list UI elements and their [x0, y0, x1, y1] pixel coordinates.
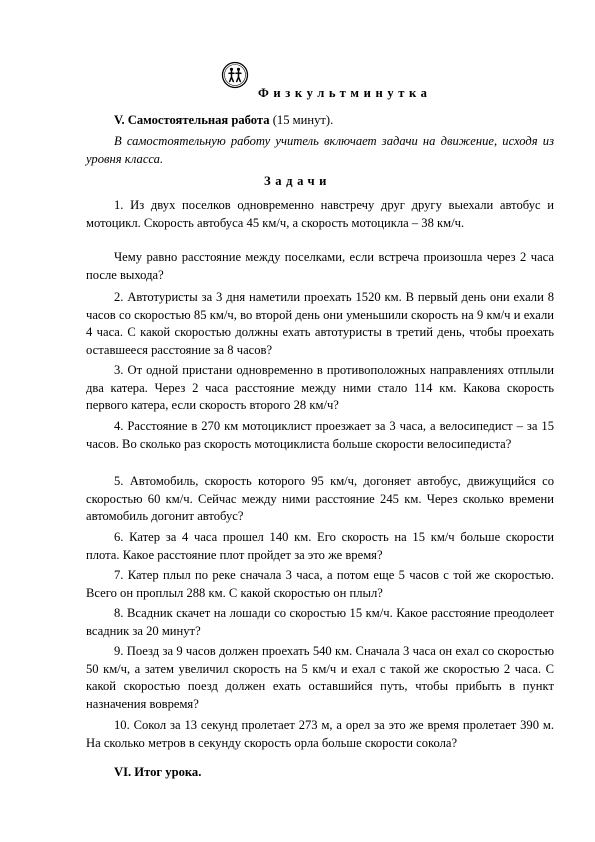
task-1-question: Чему равно расстояние между поселками, если встреча произошла через 2 часа после выхода?: [86, 250, 554, 282]
task-5: 5. Автомобиль, скорость которого 95 км/ч, догоняет автобус, движущийся со скоростью 60 км/ч. Сейчас между ними расстояние 245 км. Через сколько времени автомобиль догонит автобус?: [86, 474, 554, 523]
task-4: 4. Расстояние в 270 км мотоциклист проезжает за 3 часа, а велосипедист – за 15 часов. Во сколько раз скорость мотоциклиста больше скорости велосипедиста?: [86, 419, 554, 451]
running-figures-icon: [221, 61, 249, 89]
task-9: 9. Поезд за 9 часов должен проехать 540 км. Сначала 3 часа он ехал со скоростью 50 км/ч, а затем увеличил скорость на 5 км/ч и ехал с такой же скоростью 2 часа. С какой скоростью поезд должен ехать оставшийся путь, чтобы прибыть в пункт назначения вовремя?: [86, 644, 554, 711]
task-6: 6. Катер за 4 часа прошел 140 км. Его скорость на 15 км/ч больше скорости плота. Какое расстояние плот пройдет за это же время?: [86, 530, 554, 562]
task-1: 1. Из двух поселков одновременно навстречу друг другу выехали автобус и мотоцикл. Скорость автобуса 45 км/ч, а скорость мотоцикла – 38 км/ч.: [86, 198, 554, 230]
intro-paragraph: В самостоятельную работу учитель включает задачи на движение, исходя из уровня класса.: [86, 134, 554, 166]
section-heading: [114, 113, 333, 128]
task-7: 7. Катер плыл по реке сначала 3 часа, а потом еще 5 часов с той же скоростью. Всего он проплыл 288 км. С какой скоростью он плыл?: [86, 568, 554, 600]
task-10: 10. Сокол за 13 секунд пролетает 273 м, а орел за это же время пролетает 390 м. На сколько метров в секунду скорость орла больше скорости сокола?: [86, 718, 554, 750]
tasks-title: Задачи: [263, 174, 332, 188]
task-3: 3. От одной пристани одновременно в противоположных направлениях отплыли два катера. Через 2 часа расстояние между ними стало 114 км. Какова скорость первого катера, если скорость второго 28 км/ч?: [86, 363, 554, 412]
section-heading-bold: V. Самостоятельная работа: [114, 113, 270, 127]
summary-heading: VI. Итог урока.: [114, 765, 202, 779]
task-8: 8. Всадник скачет на лошади со скоростью 15 км/ч. Какое расстояние преодолеет всадник за 20 минут?: [86, 606, 554, 638]
section-heading-rest: (15 минут).: [269, 113, 334, 127]
pause-title: Физкультминутка: [258, 86, 432, 100]
task-2: 2. Автотуристы за 3 дня наметили проехать 1520 км. В первый день они ехали 8 часов со скоростью 85 км/ч, во второй день они уменьшили скорость на 9 км/ч и ехали 4 часа. С какой скоростью должны ехать автотуристы в третий день, чтобы проехать оставшееся расстояние за 8 часов?: [86, 290, 554, 357]
